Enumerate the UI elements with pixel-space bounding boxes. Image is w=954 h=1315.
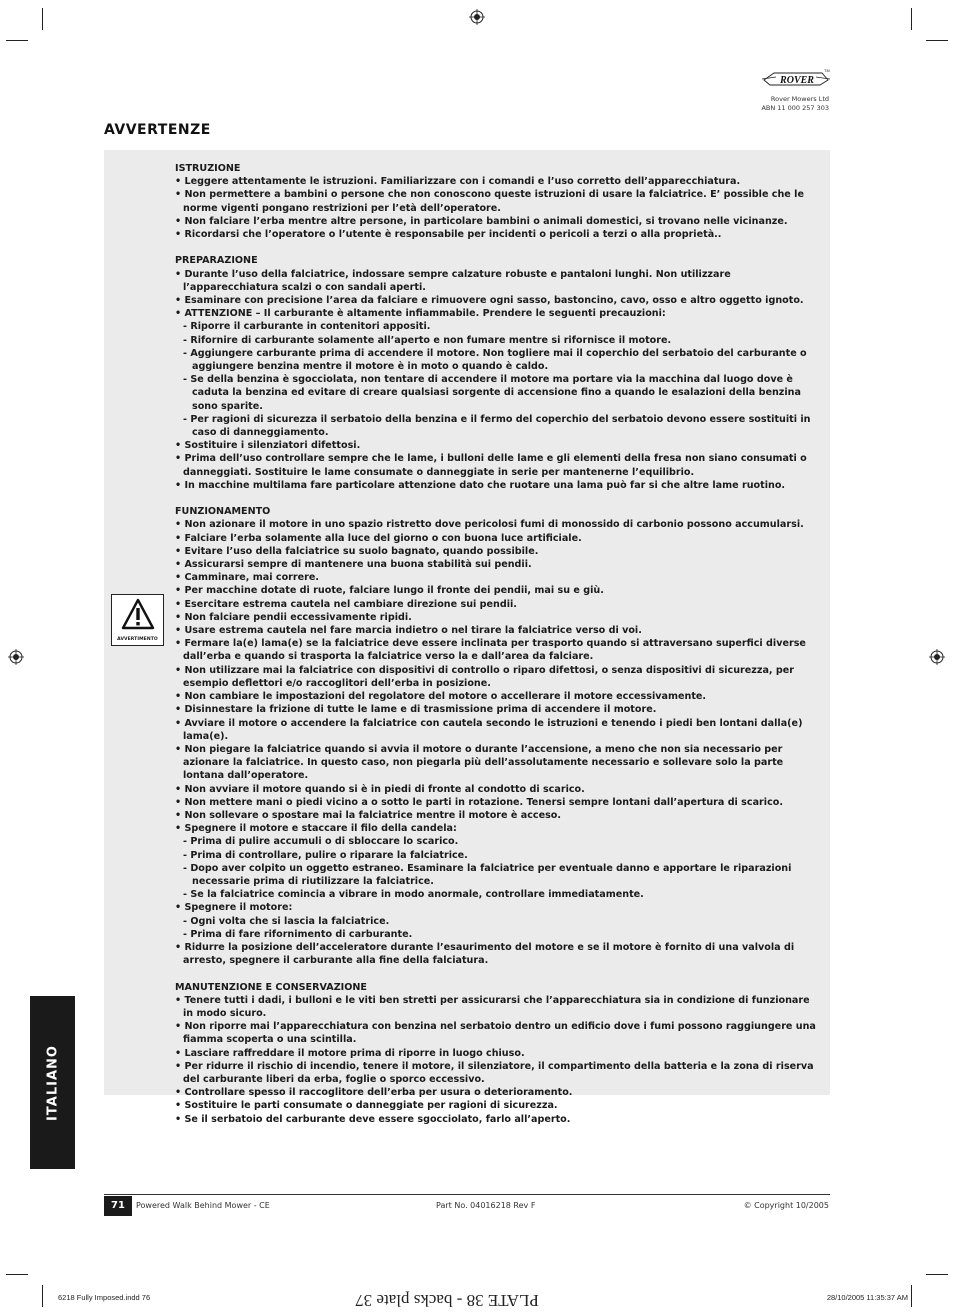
list-item: • Non mettere mani o piedi vicino a o sotto le parti in rotazione. Tenersi sempre lontani dall’apertura di scarico.	[175, 796, 783, 808]
list-item: • Assicurarsi sempre di mantenere una buona stabilità sui pendii.	[175, 559, 532, 571]
crop-mark	[926, 1274, 948, 1275]
sub-item: - Per ragioni di sicurezza il serbatoio della benzina e il fermo del coperchio del serbatoio devono essere sostituiti in caso di danneggiamento.	[183, 413, 811, 439]
page-number: 71	[104, 1196, 132, 1216]
crop-mark	[42, 1285, 43, 1307]
section-heading: AVVERTENZE	[104, 122, 211, 138]
list-item: • Se il serbatoio del carburante deve essere sgocciolato, farlo all’aperto.	[175, 1113, 571, 1125]
list-item: • Spegnere il motore e staccare il filo della candela:	[175, 823, 457, 835]
list-item: • Evitare l’uso della falciatrice su suolo bagnato, quando possibile.	[175, 545, 539, 557]
warning-triangle-icon	[121, 598, 155, 632]
list-item: • Sostituire i silenziatori difettosi.	[175, 440, 361, 452]
list-item: • In macchine multilama fare particolare attenzione dato che ruotare una lama può far si che altre lame ruotino.	[175, 479, 786, 491]
list-item: • Non riporre mai l’apparecchiatura con benzina nel serbatoio dentro un edificio dove i fumi possono raggiungere una fiamma scoperta o una scintilla.	[175, 1021, 816, 1046]
sub-item: - Riporre il carburante in contenitori appositi.	[183, 321, 431, 333]
list-item: • Non utilizzare mai la falciatrice con dispositivi di controllo o riparo difettosi, o senza dispositivi di sicurezza, per esempio deflettori e/o raccoglitori dell’erba in posizione.	[175, 664, 795, 689]
warning-badge	[111, 594, 164, 646]
list-item: • Ricordarsi che l’operatore o l’utente è responsabile per incidenti o pericoli a terzi o alla proprietà..	[175, 229, 722, 241]
list-item: • Esercitare estrema cautela nel cambiare direzione sui pendii.	[175, 598, 517, 610]
section-title: MANUTENZIONE E CONSERVAZIONE	[175, 981, 367, 993]
list-item: • Non falciare l’erba mentre altre persone, in particolare bambini o animali domestici, si trovano nelle vicinanze.	[175, 215, 788, 227]
section-title: FUNZIONAMENTO	[175, 506, 271, 518]
rover-logo	[762, 66, 830, 90]
list-item: • Non piegare la falciatrice quando si avvia il motore o durante l’accensione, a meno che non sia necessario per azionare la falciatrice. In questo caso, non piegarla più dell’assolutamente necessario e sollevare solo la parte lontana dall’operatore.	[175, 743, 784, 782]
list-item: • Camminare, mai correre.	[175, 572, 320, 584]
sub-item: - Ogni volta che si lascia la falciatrice.	[183, 915, 390, 927]
company-abn: ABN 11 000 257 303	[761, 104, 829, 112]
crop-mark	[911, 8, 912, 30]
list-item: • Avviare il motore o accendere la falciatrice con cautela secondo le istruzioni e tenendo i piedi ben lontani dalla(e) lama(e).	[175, 717, 803, 742]
list-item: • Non sollevare o spostare mai la falciatrice mentre il motore è acceso.	[175, 809, 562, 821]
company-name: Rover Mowers Ltd	[770, 95, 829, 103]
sub-item: - Prima di pulire accumuli o di sbloccare lo scarico.	[183, 836, 459, 848]
list-item: • Disinnestare la frizione di tutte le lame e di trasmissione prima di accendere il motore.	[175, 704, 657, 716]
sub-item: - Aggiungere carburante prima di accendere il motore. Non togliere mai il coperchio del serbatoio del carburante o aggiungere benzina mentre il motore è in moto o quando è caldo.	[183, 347, 807, 373]
list-item: • Leggere attentamente le istruzioni. Familiarizzare con i comandi e l’uso corretto dell’apparecchiatura.	[175, 176, 741, 188]
list-item: • Usare estrema cautela nel fare marcia indietro o nel tirare la falciatrice verso di voi.	[175, 625, 642, 637]
trademark-sign: TM	[824, 68, 830, 73]
warning-section	[175, 505, 820, 967]
list-item: • Non falciare pendii eccessivamente ripidi.	[175, 611, 412, 623]
crop-mark	[6, 1274, 28, 1275]
sub-item: - Se la falciatrice comincia a vibrare in modo anormale, controllare immediatamente.	[183, 889, 644, 901]
list-item: • Non azionare il motore in uno spazio ristretto dove pericolosi fumi di monossido di carbonio possono accumularsi.	[175, 519, 804, 531]
list-item: • Esaminare con precisione l’area da falciare e rimuovere ogni sasso, bastoncino, cavo, osso e altro oggetto ignoto.	[175, 295, 804, 307]
warning-section	[175, 981, 820, 1126]
slug-filename: 6218 Fully Imposed.indd 76	[58, 1293, 151, 1302]
list-item: • Lasciare raffreddare il motore prima di riporre in luogo chiuso.	[175, 1047, 525, 1059]
sub-item: - Se della benzina è sgocciolata, non tentare di accendere il motore ma portare via la macchina dal luogo dove è caduta la benzina ed evitare di creare qualsiasi sorgente di accensione fino a quando le esalazioni della benzina sono sparite.	[183, 374, 801, 412]
list-item: • Prima dell’uso controllare sempre che le lame, i bulloni delle lame e gli elementi della fresa non siano consumati o danneggiati. Sostituire le lame consumate o danneggiate in serie per mantenerne l’equilibrio.	[175, 453, 807, 478]
warning-section	[175, 162, 820, 241]
list-item: • Falciare l’erba solamente alla luce del giorno o con buona luce artificiale.	[175, 532, 582, 544]
sub-item: - Prima di fare rifornimento di carburante.	[183, 928, 413, 940]
list-item: • Fermare la(e) lama(e) se la falciatrice deve essere inclinata per trasporto quando si attraversano superfici diverse dall’erba e quando si trasporta la falciatrice verso la e dall’area da falciare.	[175, 638, 806, 663]
section-title: ISTRUZIONE	[175, 163, 241, 174]
registration-mark-icon	[469, 9, 485, 25]
crop-mark	[42, 8, 43, 30]
list-item: • Non cambiare le impostazioni del regolatore del motore o accellerare il motore eccessivamente.	[175, 691, 707, 703]
slug-timestamp: 28/10/2005 11:35:37 AM	[826, 1293, 908, 1302]
sub-item: - Dopo aver colpito un oggetto estraneo. Esaminare la falciatrice per eventuale danno e apportare le riparazioni necessarie prima di riutilizzare la falciatrice.	[183, 862, 792, 887]
crop-mark	[926, 40, 948, 41]
warning-section	[175, 254, 820, 492]
list-item: • Controllare spesso il raccoglitore dell’erba per usura o deterioramento.	[175, 1087, 573, 1099]
warnings-text	[175, 162, 820, 1139]
list-item: • Sostituire le parti consumate o danneggiate per ragioni di sicurezza.	[175, 1100, 558, 1112]
language-tab	[30, 996, 75, 1169]
footer-rule	[104, 1194, 830, 1195]
warning-caption: AVVERTIMENTO	[117, 637, 158, 642]
footer-part-number: Part No. 04016218 Rev F	[436, 1201, 536, 1210]
logo-wordmark: ROVER	[780, 75, 814, 86]
sub-item: - Prima di controllare, pulire o riparare la falciatrice.	[183, 849, 468, 861]
plate-label: PLATE 38 - backs plate 37	[355, 1291, 539, 1310]
crop-mark	[911, 1285, 912, 1307]
list-item: • Non permettere a bambini o persone che non conoscono queste istruzioni di usare la falciatrice. E’ possible che le norme vigenti pongano restrizioni per l’età dell’operatore.	[175, 189, 804, 214]
list-item: • Per macchine dotate di ruote, falciare lungo il fronte dei pendii, mai su e giù.	[175, 585, 604, 597]
list-item: • Durante l’uso della falciatrice, indossare sempre calzature robuste e pantaloni lunghi. Non utilizzare l’apparecchiatura scalzi o con sandali aperti.	[175, 268, 731, 293]
registration-mark-icon	[929, 649, 945, 665]
list-item: • Tenere tutti i dadi, i bulloni e le viti ben stretti per assicurarsi che l’apparecchiatura sia in condizione di funzionare in modo sicuro.	[175, 994, 810, 1019]
list-item: • ATTENZIONE – Il carburante è altamente infiammabile. Prendere le seguenti precauzioni:	[175, 308, 666, 320]
section-title: PREPARAZIONE	[175, 255, 258, 267]
list-item: • Non avviare il motore quando si è in piedi di fronte al condotto di scarico.	[175, 783, 585, 795]
list-item: • Per ridurre il rischio di incendio, tenere il motore, il silenziatore, il compartimento della batteria e la zona di riserva del carburante liberi da erba, foglie o sporco eccessivo.	[175, 1060, 814, 1085]
sub-item: - Rifornire di carburante solamente all’aperto e non fumare mentre si rifornisce il motore.	[183, 334, 672, 346]
language-label: ITALIANO	[45, 1044, 60, 1121]
footer-copyright: © Copyright 10/2005	[743, 1201, 829, 1210]
footer-product: Powered Walk Behind Mower - CE	[136, 1201, 270, 1210]
list-item: • Ridurre la posizione dell’acceleratore durante l’esaurimento del motore e se il motore è fornito di una valvola di arresto, spegnere il carburante alla fine della falciatura.	[175, 941, 795, 967]
crop-mark	[6, 40, 28, 41]
list-item: • Spegnere il motore:	[175, 902, 293, 914]
registration-mark-icon	[8, 649, 24, 665]
